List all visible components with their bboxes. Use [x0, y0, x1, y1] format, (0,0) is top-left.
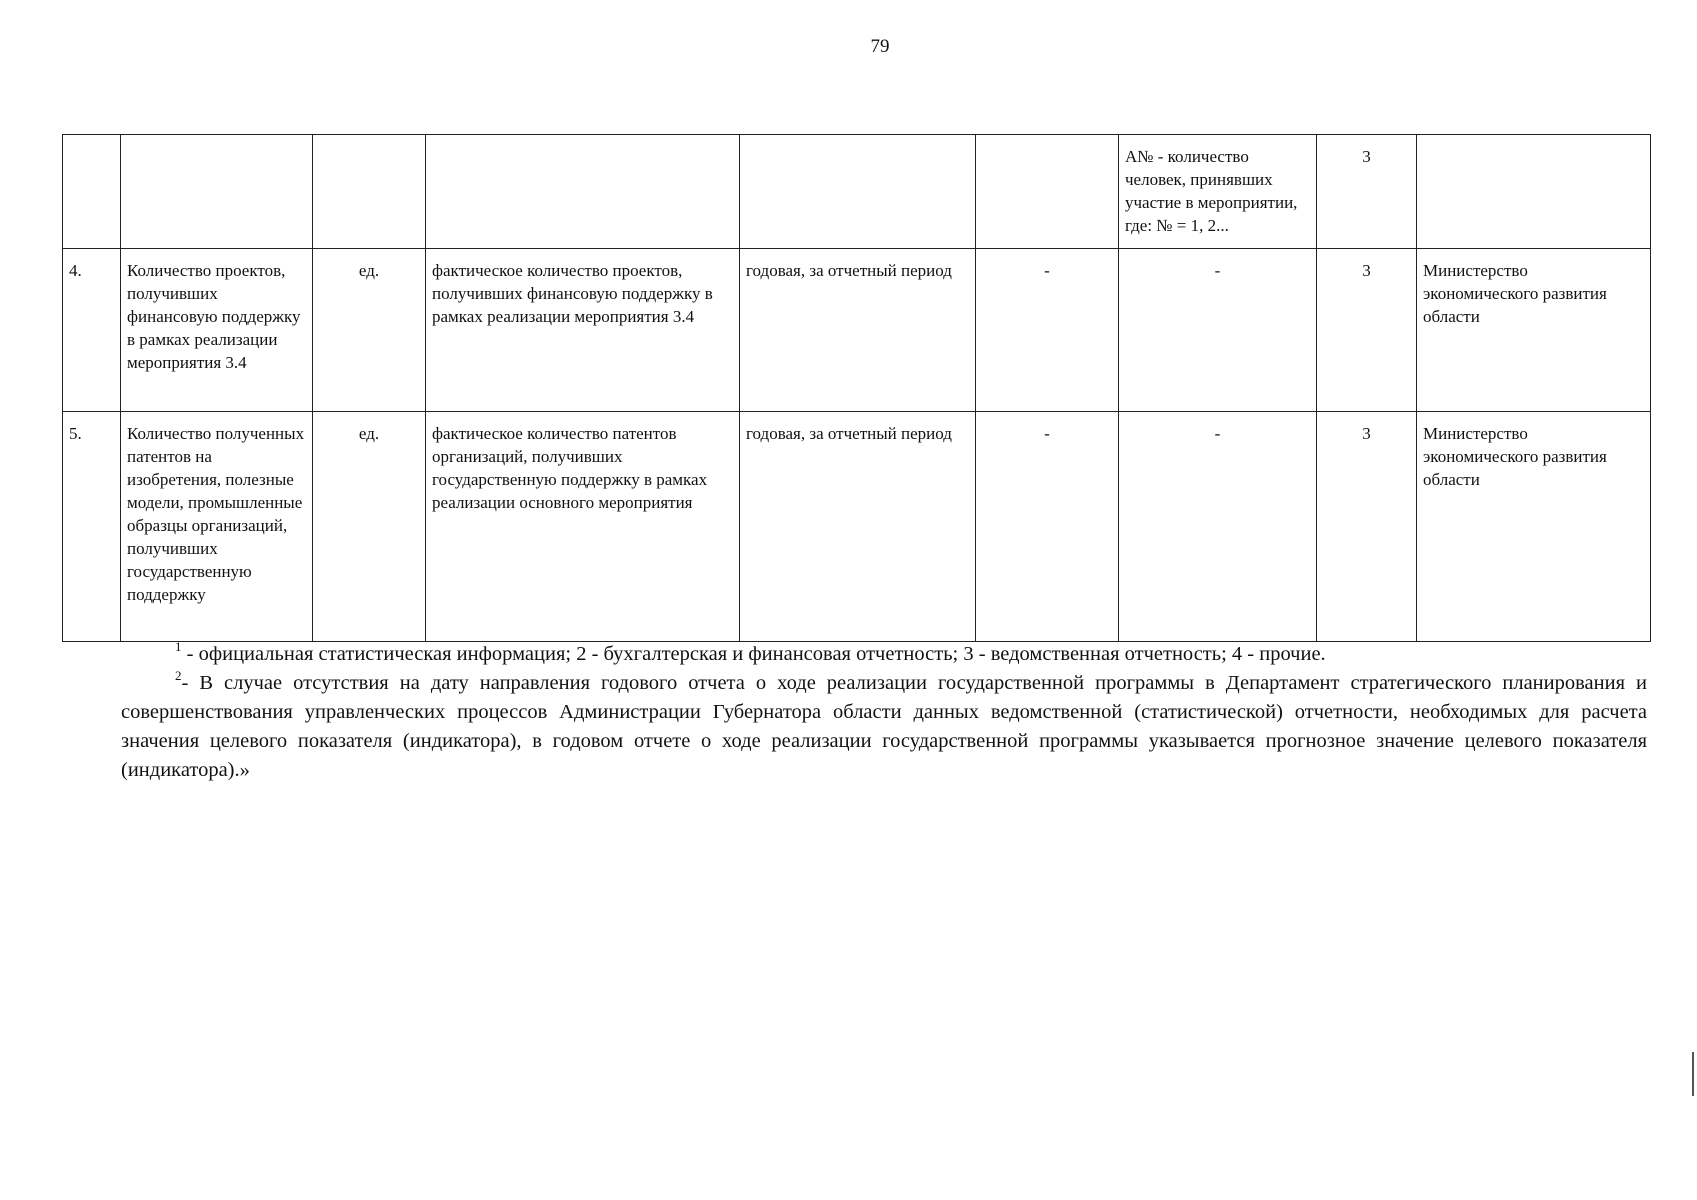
cell-algorithm [426, 135, 740, 249]
cell-name [121, 135, 313, 249]
cell-method: - [1119, 249, 1317, 412]
footnotes [121, 640, 1647, 785]
cell-periodicity: годовая, за отчетный период [740, 412, 976, 642]
cell-unit: ед. [313, 249, 426, 412]
cell-basic-indicators: - [976, 249, 1119, 412]
cell-basic-indicators [976, 135, 1119, 249]
footnote-1-text: - официальная статистическая информация; 2 - бухгалтерская и финансовая отчетность; 3 - ведомственная отчетность; 4 - прочие. [181, 643, 1326, 665]
footnote-2-text: - В случае отсутствия на дату направления годового отчета о ходе реализации государственной программы в Департамент стратегического планирования и совершенствования управленческих процессов Администрации Губернатора области данных ведомственной (статистической) отчетности, необходимых для расчета значения целевого показателя (индикатора), в годовом отчете о ходе реализации государственной программы указывается прогнозное значение целевого показателя (индикатора).» [121, 672, 1647, 781]
cell-name: Количество проектов, получивших финансовую поддержку в рамках реализации мероприятия 3.4 [121, 249, 313, 412]
scan-edge-mark [1692, 1052, 1694, 1096]
footnote-2-mark: 2 [175, 668, 182, 683]
cell-num: 5. [63, 412, 121, 642]
cell-source: 3 [1317, 412, 1417, 642]
cell-periodicity: годовая, за отчетный период [740, 249, 976, 412]
table-row [63, 412, 1651, 642]
cell-method: - [1119, 412, 1317, 642]
page-number: 79 [870, 36, 890, 57]
table-row [63, 249, 1651, 412]
cell-source: 3 [1317, 135, 1417, 249]
cell-responsible: Министерство экономического развития области [1417, 249, 1651, 412]
footnote-1-mark: 1 [175, 639, 182, 654]
footnote-2 [121, 669, 1647, 785]
cell-periodicity [740, 135, 976, 249]
table-row [63, 135, 1651, 249]
cell-algorithm: фактическое количество проектов, получивших финансовую поддержку в рамках реализации мероприятия 3.4 [426, 249, 740, 412]
cell-responsible [1417, 135, 1651, 249]
cell-unit: ед. [313, 412, 426, 642]
cell-num: 4. [63, 249, 121, 412]
cell-responsible: Министерство экономического развития области [1417, 412, 1651, 642]
cell-algorithm: фактическое количество патентов организаций, получивших государственную поддержку в рамках реализации основного мероприятия [426, 412, 740, 642]
indicators-table [62, 134, 1651, 642]
cell-num [63, 135, 121, 249]
footnote-1 [121, 640, 1647, 669]
cell-unit [313, 135, 426, 249]
cell-name: Количество полученных патентов на изобретения, полезные модели, промышленные образцы организаций, получивших государственную поддержку [121, 412, 313, 642]
cell-source: 3 [1317, 249, 1417, 412]
cell-method: А№ - количество человек, принявших участие в мероприятии, где: № = 1, 2... [1119, 135, 1317, 249]
cell-basic-indicators: - [976, 412, 1119, 642]
